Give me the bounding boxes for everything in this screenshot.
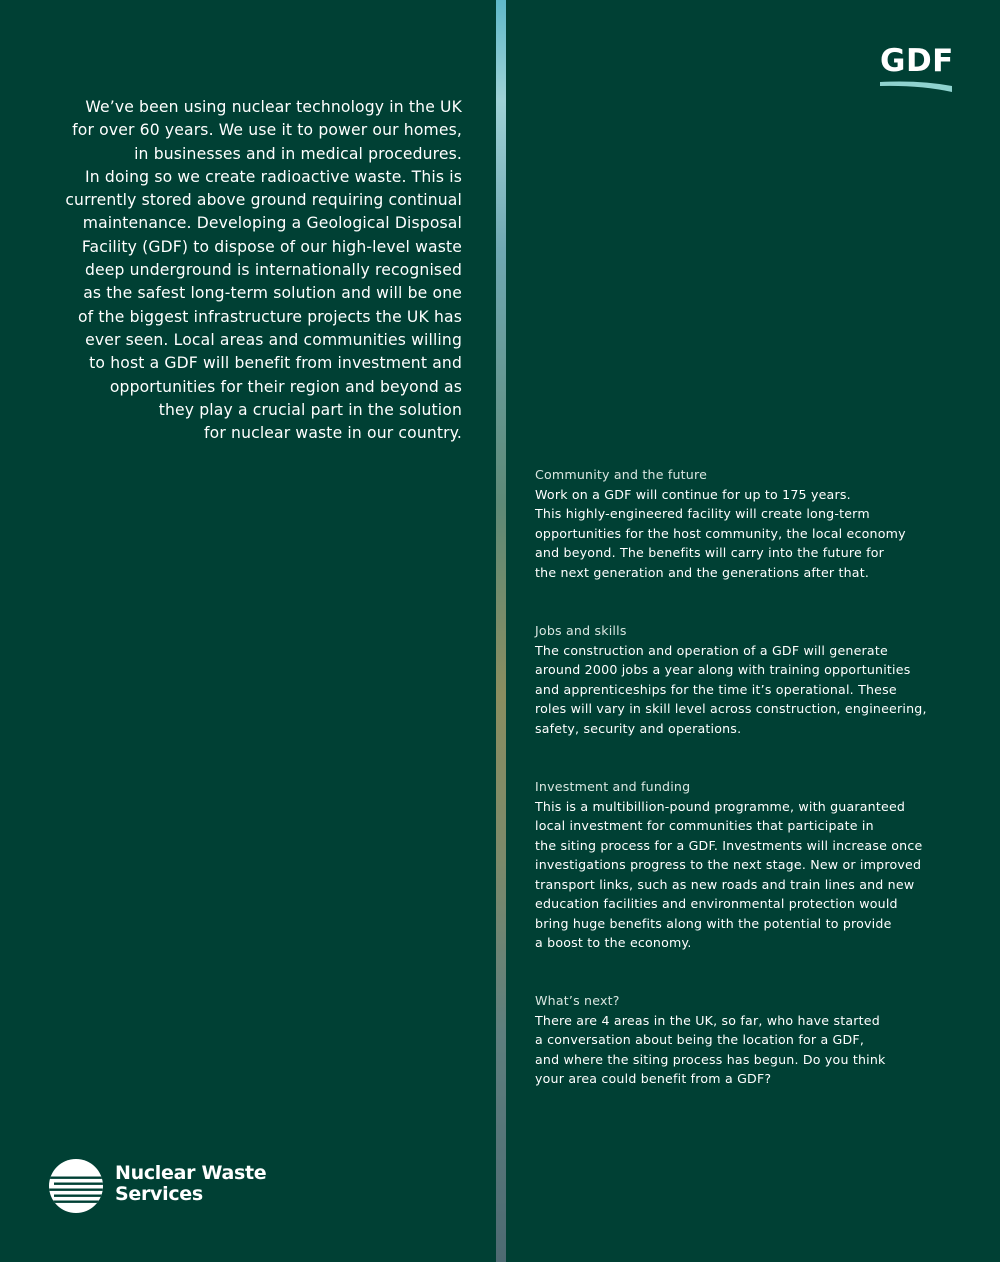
nws-wordmark: Nuclear Waste Services xyxy=(115,1162,267,1205)
section-heading: What’s next? xyxy=(535,993,620,1008)
section-body: Work on a GDF will continue for up to 175 years. This highly-engineered facility will create long-term opportunities for the host community, the local economy and beyond. The benefits will carry into the future for the next generation and the generations after that. xyxy=(535,486,906,580)
left-panel xyxy=(0,0,496,1262)
section-heading: Investment and funding xyxy=(535,779,691,794)
gdf-swoosh-icon xyxy=(880,78,956,96)
section-body: There are 4 areas in the UK, so far, who have started a conversation about being the location for a GDF, and where the siting process has begun. Do you think your area could benefit from a GDF? xyxy=(535,1012,886,1086)
gdf-logo xyxy=(880,44,956,96)
nws-globe-icon xyxy=(48,1158,104,1214)
right-panel xyxy=(506,0,1000,1262)
section-body: The construction and operation of a GDF will generate around 2000 jobs a year along with training opportunities and apprenticeships for the time it’s operational. These roles will vary in skill level across construction, engineering, safety, security and operations. xyxy=(535,642,927,736)
section-community xyxy=(535,465,955,582)
section-heading: Jobs and skills xyxy=(535,623,627,638)
gdf-logo-text: GDF xyxy=(880,43,954,79)
section-heading: Community and the future xyxy=(535,467,708,482)
section-whats-next xyxy=(535,991,955,1089)
section-jobs xyxy=(535,621,955,738)
intro-paragraph: We’ve been using nuclear technology in the UK for over 60 years. We use it to power our homes, in businesses and in medical procedures. In doing so we create radioactive waste. This is currently stored above ground requiring continual maintenance. Developing a Geological Disposal Facility (GDF) to dispose of our high-level waste deep underground is internationally recognised as the safest long-term solution and will be one of the biggest infrastructure projects the UK has ever seen. Local areas and communities willing to host a GDF will benefit from investment and opportunities for their region and beyond as they play a crucial part in the solution for nuclear waste in our country. xyxy=(65,98,462,443)
section-body: This is a multibillion-pound programme, with guaranteed local investment for communities that participate in the siting process for a GDF. Investments will increase once investigations progress to the next stage. New or improved transport links, such as new roads and train lines and new education facilities and environmental protection would bring huge benefits along with the potential to provide a boost to the economy. xyxy=(535,798,923,950)
section-investment xyxy=(535,777,955,953)
nuclear-waste-services-logo xyxy=(48,1158,288,1216)
gradient-divider xyxy=(496,0,506,1262)
